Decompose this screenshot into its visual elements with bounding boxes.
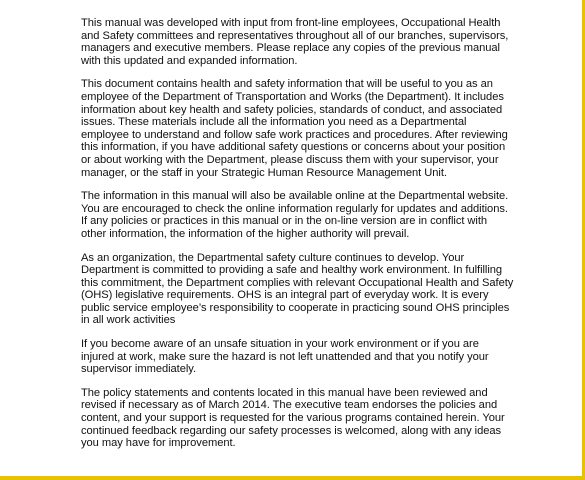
text-line: If any policies or practices in this manual or in the on-line version are in conflict with <box>81 215 488 228</box>
paragraph-document-contents <box>81 78 533 179</box>
text-line: If you become aware of an unsafe situation in your work environment or if you are <box>81 338 479 351</box>
document-body <box>81 17 533 461</box>
text-line: or about working with the Department, please discuss them with your supervisor, your <box>81 153 499 166</box>
text-line: (OHS) legislative requirements. OHS is an integral part of everyday work. It is every <box>81 289 489 302</box>
text-line: continued feedback regarding our safety processes is welcomed, along with any ideas <box>81 424 502 437</box>
text-line: The policy statements and contents located in this manual have been reviewed and <box>81 386 488 399</box>
text-line: employee of the Department of Transportation and Works (the Department). It includes <box>81 90 504 103</box>
text-line: managers and executive members. Please replace any copies of the previous manual <box>81 42 500 55</box>
paragraph-policy-review <box>81 387 533 450</box>
text-line: revised if necessary as of March 2014. The executive team endorses the policies and <box>81 399 498 412</box>
text-line: other information, the information of the higher authority will prevail. <box>81 227 410 240</box>
text-line: and Safety committees and representatives throughout all of our branches, supervisors, <box>81 29 509 42</box>
text-line: The information in this manual will also be available online at the Departmental website. <box>81 190 509 203</box>
text-line: this information, if you have additional safety questions or concerns about your position <box>81 141 506 154</box>
text-line: This manual was developed with input from front-line employees, Occupational Health <box>81 17 501 29</box>
text-line: manager, or the staff in your Strategic Human Resource Management Unit. <box>81 166 447 179</box>
text-line: injured at work, make sure the hazard is not left unattended and that you notify your <box>81 350 489 363</box>
text-line: employee to understand and follow safe work practices and procedures. After reviewing <box>81 128 508 141</box>
text-line: this commitment, the Department complies with relevant Occupational Health and Safety <box>81 276 514 289</box>
text-line: You are encouraged to check the online information regularly for updates and additions. <box>81 202 508 215</box>
text-line: with this updated and expanded information. <box>81 54 298 67</box>
text-line: As an organization, the Departmental safety culture continues to develop. Your <box>81 251 465 264</box>
text-line: issues. These materials include all the information you need as a Departmental <box>81 116 467 129</box>
text-line: Department is committed to providing a safe and healthy work environment. In fulfilling <box>81 264 503 277</box>
paragraph-safety-culture <box>81 252 533 328</box>
text-line: content, and your support is requested for the various programs contained herein. Your <box>81 412 505 425</box>
text-line: you may have for improvement. <box>81 437 236 450</box>
text-line: This document contains health and safety information that will be useful to you as an <box>81 78 493 91</box>
paragraph-online-availability <box>81 190 533 240</box>
text-line: information about key health and safety policies, standards of conduct, and associated <box>81 103 503 116</box>
text-line: public service employee’s responsibility to cooperate in practicing sound OHS principles <box>81 301 510 314</box>
paragraph-intro <box>81 17 533 67</box>
paragraph-unsafe-situation <box>81 338 533 376</box>
text-line: supervisor immediately. <box>81 363 197 376</box>
text-line: in all work activities <box>81 314 176 327</box>
